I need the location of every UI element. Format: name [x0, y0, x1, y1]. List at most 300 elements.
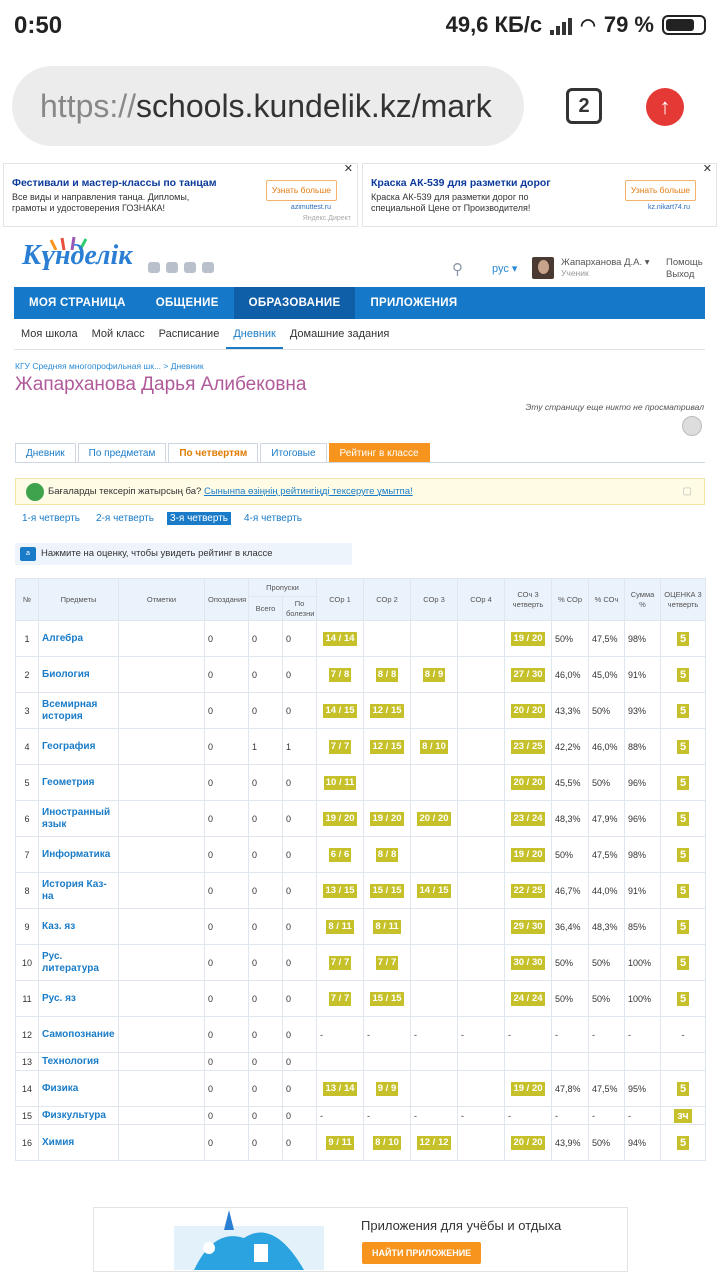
- mark-badge[interactable]: 15 / 15: [372, 992, 402, 1004]
- sor1-cell[interactable]: [317, 909, 364, 945]
- soch-cell[interactable]: [505, 1071, 552, 1107]
- psoch-cell: 44,0%: [589, 873, 625, 909]
- sor3-cell[interactable]: [411, 657, 458, 693]
- logo[interactable]: Күнделік: [22, 240, 133, 271]
- sor2-cell[interactable]: [364, 729, 411, 765]
- mark-badge[interactable]: 22 / 25: [513, 884, 543, 896]
- search-icon[interactable]: ⚲: [452, 261, 463, 278]
- soch-cell[interactable]: [505, 729, 552, 765]
- mark-badge[interactable]: 6 / 6: [330, 848, 350, 860]
- psoch-cell: 47,5%: [589, 837, 625, 873]
- sor1-cell[interactable]: [317, 765, 364, 801]
- final-grade-badge[interactable]: 5: [677, 992, 689, 1006]
- hint-bar: [15, 543, 352, 565]
- row-number: 12: [16, 1017, 39, 1053]
- absent-ill: 0: [283, 1107, 317, 1125]
- sor2-cell[interactable]: [364, 801, 411, 837]
- apps-ad-title: Приложения для учёбы и отдыха: [361, 1218, 562, 1233]
- table-row: [16, 801, 706, 837]
- subject-link[interactable]: Информатика: [39, 837, 119, 873]
- absent-ill: 0: [283, 1053, 317, 1071]
- close-icon[interactable]: ▢: [682, 486, 692, 497]
- final-grade-badge[interactable]: 5: [677, 668, 689, 682]
- subject-link[interactable]: Физика: [39, 1071, 119, 1107]
- subject-link[interactable]: Рус. литература: [39, 945, 119, 981]
- col-absent: Пропуски: [249, 579, 317, 597]
- col-sor1: СОр 1: [317, 579, 364, 621]
- ad-banner-1[interactable]: [3, 163, 358, 227]
- info-text: Бағаларды тексеріп жатырсың ба?: [48, 486, 202, 497]
- table-row: [16, 945, 706, 981]
- language-select[interactable]: рус ▾: [492, 263, 518, 275]
- absent-total: 0: [249, 693, 283, 729]
- marks-cell: [119, 873, 205, 909]
- find-app-button[interactable]: НАЙТИ ПРИЛОЖЕНИЕ: [362, 1242, 481, 1264]
- sor3-cell: -: [411, 1017, 458, 1053]
- late-count: 0: [205, 693, 249, 729]
- sor2-cell[interactable]: [364, 1071, 411, 1107]
- sor2-cell[interactable]: [364, 981, 411, 1017]
- psor-cell: 43,9%: [552, 1125, 589, 1161]
- soch-cell[interactable]: [505, 801, 552, 837]
- ad-banner-2[interactable]: [362, 163, 717, 227]
- col-sor3: СОр 3: [411, 579, 458, 621]
- psor-cell: 43,3%: [552, 693, 589, 729]
- sor3-cell[interactable]: [411, 801, 458, 837]
- subject-link[interactable]: Геометрия: [39, 765, 119, 801]
- absent-total: 0: [249, 837, 283, 873]
- final-grade-badge[interactable]: 5: [677, 704, 689, 718]
- ad-close-icon[interactable]: ✕: [343, 163, 353, 175]
- subject-link[interactable]: Иностранный язык: [39, 801, 119, 837]
- sor1-cell[interactable]: [317, 729, 364, 765]
- sor3-cell[interactable]: [411, 1125, 458, 1161]
- sor1-cell[interactable]: [317, 873, 364, 909]
- psor-cell: 47,8%: [552, 1071, 589, 1107]
- subject-link[interactable]: Химия: [39, 1125, 119, 1161]
- absent-total: 0: [249, 1017, 283, 1053]
- col-ill: По болезни: [283, 597, 317, 621]
- mark-badge[interactable]: 8 / 11: [375, 920, 399, 932]
- marks-cell: [119, 1107, 205, 1125]
- header-icons: [148, 262, 214, 273]
- mark-badge[interactable]: 19 / 20: [372, 812, 402, 824]
- sor3-cell[interactable]: [411, 873, 458, 909]
- mark-badge[interactable]: 7 / 8: [330, 668, 350, 680]
- grade-cell[interactable]: [661, 801, 706, 837]
- final-grade-badge[interactable]: 5: [677, 812, 689, 826]
- mark-badge[interactable]: 8 / 10: [375, 1136, 399, 1148]
- sor1-cell[interactable]: [317, 657, 364, 693]
- marks-cell: [119, 693, 205, 729]
- nav-communication[interactable]: ОБЩЕНИЕ: [155, 297, 219, 309]
- mark-badge[interactable]: 30 / 30: [513, 956, 543, 968]
- mark-badge[interactable]: 19 / 20: [325, 812, 355, 824]
- mark-badge[interactable]: 8 / 10: [422, 740, 446, 752]
- mark-badge[interactable]: 12 / 12: [419, 1136, 449, 1148]
- mark-badge[interactable]: 24 / 24: [513, 992, 543, 1004]
- sor1-cell[interactable]: [317, 693, 364, 729]
- mark-badge[interactable]: 14 / 15: [325, 704, 355, 716]
- chat-icon[interactable]: [148, 262, 160, 273]
- table-row: [16, 1017, 706, 1053]
- help-logout: [666, 257, 703, 281]
- tab-diary[interactable]: Дневник: [15, 443, 76, 462]
- late-count: 0: [205, 981, 249, 1017]
- apps-illustration-icon: [134, 1208, 354, 1273]
- mark-badge[interactable]: 23 / 25: [513, 740, 543, 752]
- signal-icon: [550, 15, 572, 35]
- subject-link[interactable]: Всемирная история: [39, 693, 119, 729]
- absent-ill: 0: [283, 837, 317, 873]
- grade-cell: -: [661, 1017, 706, 1053]
- avatar[interactable]: [532, 257, 554, 279]
- refresh-icon[interactable]: [202, 262, 214, 273]
- psor-cell: 50%: [552, 981, 589, 1017]
- late-count: 0: [205, 945, 249, 981]
- rating-badge-icon: a: [20, 547, 36, 561]
- subnav-my-school[interactable]: Моя школа: [21, 328, 78, 340]
- final-grade-badge[interactable]: зч: [674, 1109, 691, 1123]
- sor2-cell[interactable]: [364, 657, 411, 693]
- final-grade-badge[interactable]: 5: [677, 740, 689, 754]
- subnav-schedule[interactable]: Расписание: [158, 328, 220, 340]
- table-row: [16, 837, 706, 873]
- sor1-cell[interactable]: [317, 837, 364, 873]
- friends-icon[interactable]: [166, 262, 178, 273]
- sor2-cell[interactable]: [364, 837, 411, 873]
- final-grade-badge[interactable]: 5: [677, 884, 689, 898]
- sor2-cell[interactable]: [364, 873, 411, 909]
- mark-badge[interactable]: 19 / 20: [513, 632, 543, 644]
- marks-cell: [119, 837, 205, 873]
- subject-link[interactable]: Рус. яз: [39, 981, 119, 1017]
- grades-table: [15, 578, 706, 1161]
- psor-cell: 46,7%: [552, 873, 589, 909]
- soch-cell: [505, 1053, 552, 1071]
- user-name[interactable]: Жапарханова Д.А. ▾: [561, 257, 650, 268]
- sor3-cell: [411, 909, 458, 945]
- final-grade-badge[interactable]: 5: [677, 1136, 689, 1150]
- bell-icon[interactable]: [184, 262, 196, 273]
- subject-link[interactable]: Биология: [39, 657, 119, 693]
- sor2-cell: [364, 1053, 411, 1071]
- sor2-cell[interactable]: [364, 909, 411, 945]
- final-grade-badge[interactable]: 5: [677, 956, 689, 970]
- psoch-cell: -: [589, 1017, 625, 1053]
- quarter-3[interactable]: 3-я четверть: [167, 512, 231, 525]
- sor2-cell[interactable]: [364, 945, 411, 981]
- mark-badge[interactable]: 19 / 20: [513, 848, 543, 860]
- sor1-cell: [317, 1053, 364, 1071]
- psor-cell: 36,4%: [552, 909, 589, 945]
- row-number: 16: [16, 1125, 39, 1161]
- mark-badge[interactable]: 7 / 7: [330, 956, 350, 968]
- table-row: [16, 765, 706, 801]
- url-field[interactable]: [12, 66, 524, 146]
- rating-chart-icon: [26, 483, 44, 501]
- psor-cell: [552, 1053, 589, 1071]
- sor3-cell: -: [411, 1107, 458, 1125]
- sor1-cell[interactable]: [317, 1125, 364, 1161]
- grade-cell[interactable]: [661, 909, 706, 945]
- sor4-cell: [458, 657, 505, 693]
- sor1-cell[interactable]: [317, 801, 364, 837]
- sor4-cell: [458, 1125, 505, 1161]
- absent-ill: 0: [283, 945, 317, 981]
- table-row: [16, 909, 706, 945]
- quarter-2[interactable]: 2-я четверть: [96, 513, 154, 524]
- ad-host[interactable]: kz.nikart74.ru: [647, 204, 690, 211]
- mark-badge[interactable]: 23 / 24: [513, 812, 543, 824]
- info-link[interactable]: Сынынпа өзіңнің рейтингіңді тексеруге ұмытпа!: [203, 486, 413, 497]
- mark-badge[interactable]: 14 / 14: [325, 632, 355, 644]
- final-grade-badge[interactable]: 5: [677, 776, 689, 790]
- sor4-cell: [458, 765, 505, 801]
- soch-cell[interactable]: [505, 693, 552, 729]
- nav-my-page[interactable]: МОЯ СТРАНИЦА: [29, 297, 126, 309]
- mark-badge[interactable]: 12 / 15: [372, 740, 402, 752]
- sor3-cell: [411, 693, 458, 729]
- sor3-cell: [411, 981, 458, 1017]
- user-menu[interactable]: [561, 257, 650, 279]
- subnav-my-class[interactable]: Мой класс: [91, 328, 145, 340]
- soch-cell[interactable]: [505, 1125, 552, 1161]
- subject-link[interactable]: Алгебра: [39, 621, 119, 657]
- mark-badge[interactable]: 13 / 15: [325, 884, 355, 896]
- subnav-diary[interactable]: Дневник: [226, 320, 283, 349]
- soch-cell: -: [505, 1107, 552, 1125]
- table-row: [16, 621, 706, 657]
- sor1-cell[interactable]: [317, 945, 364, 981]
- logout-link[interactable]: Выход: [666, 269, 695, 280]
- col-soch: СОч 3 четверть: [505, 579, 552, 621]
- final-grade-badge[interactable]: 5: [677, 632, 689, 646]
- ad-learn-more-button[interactable]: Узнать больше: [266, 180, 337, 201]
- soch-cell[interactable]: [505, 657, 552, 693]
- grade-cell: [661, 1053, 706, 1071]
- sor4-cell: [458, 1053, 505, 1071]
- nav-apps[interactable]: ПРИЛОЖЕНИЯ: [370, 297, 458, 309]
- table-row: [16, 1053, 706, 1071]
- sor2-cell[interactable]: [364, 693, 411, 729]
- mark-badge[interactable]: 27 / 30: [513, 668, 543, 680]
- absent-total: 0: [249, 1125, 283, 1161]
- psor-cell: 45,5%: [552, 765, 589, 801]
- marks-cell: [119, 981, 205, 1017]
- tab-by-quarter[interactable]: По четвертям: [168, 443, 258, 462]
- grade-cell[interactable]: [661, 1107, 706, 1125]
- tab-by-subject[interactable]: По предметам: [78, 443, 167, 462]
- mark-badge[interactable]: 7 / 7: [330, 992, 350, 1004]
- table-row: [16, 657, 706, 693]
- ad-description: Все виды и направления танца. Дипломы, грамоты и удостоверения ГОЗНАКА!: [12, 192, 190, 213]
- ad-host[interactable]: azimuttest.ru: [290, 204, 331, 211]
- soch-cell[interactable]: [505, 873, 552, 909]
- marks-cell: [119, 1017, 205, 1053]
- mark-badge[interactable]: 20 / 20: [513, 1136, 543, 1148]
- sor2-cell[interactable]: [364, 1125, 411, 1161]
- mark-badge[interactable]: 7 / 7: [377, 956, 397, 968]
- quarter-4[interactable]: 4-я четверть: [244, 513, 302, 524]
- table-row: [16, 1125, 706, 1161]
- ad-title[interactable]: Краска АК-539 для разметки дорог: [371, 177, 551, 189]
- grade-cell[interactable]: [661, 873, 706, 909]
- late-count: 0: [205, 801, 249, 837]
- absent-total: 0: [249, 981, 283, 1017]
- absent-ill: 0: [283, 693, 317, 729]
- mark-badge[interactable]: 8 / 9: [424, 668, 444, 680]
- subnav-homework[interactable]: Домашние задания: [289, 328, 390, 340]
- mark-badge[interactable]: 15 / 15: [372, 884, 402, 896]
- subject-link[interactable]: Самопознание: [39, 1017, 119, 1053]
- subject-link[interactable]: Физкультура: [39, 1107, 119, 1125]
- psor-cell: 50%: [552, 945, 589, 981]
- row-number: 8: [16, 873, 39, 909]
- row-number: 9: [16, 909, 39, 945]
- mark-badge[interactable]: 19 / 20: [513, 1082, 543, 1094]
- table-row: [16, 1107, 706, 1125]
- mark-badge[interactable]: 20 / 20: [513, 776, 543, 788]
- absent-total: 1: [249, 729, 283, 765]
- col-total: Всего: [249, 597, 283, 621]
- sor3-cell[interactable]: [411, 729, 458, 765]
- sor4-cell: [458, 909, 505, 945]
- marks-cell: [119, 909, 205, 945]
- final-grade-badge[interactable]: 5: [677, 920, 689, 934]
- mark-badge[interactable]: 10 / 11: [325, 776, 355, 788]
- grade-cell[interactable]: [661, 657, 706, 693]
- sor1-cell[interactable]: [317, 1071, 364, 1107]
- grade-cell[interactable]: [661, 693, 706, 729]
- help-link[interactable]: Помощь: [666, 257, 703, 268]
- sum-cell: 96%: [625, 801, 661, 837]
- grade-cell[interactable]: [661, 621, 706, 657]
- sor3-cell: [411, 1053, 458, 1071]
- row-number: 14: [16, 1071, 39, 1107]
- view-tabs: [15, 443, 432, 462]
- mark-badge[interactable]: 9 / 11: [328, 1136, 352, 1148]
- breadcrumb[interactable]: КГУ Средняя многопрофильная шк... > Дневник: [15, 361, 204, 371]
- upload-arrow-icon[interactable]: ↑: [646, 88, 684, 126]
- grade-cell[interactable]: [661, 729, 706, 765]
- col-subject: Предметы: [39, 579, 119, 621]
- absent-total: 0: [249, 621, 283, 657]
- sum-cell: 98%: [625, 837, 661, 873]
- sor4-cell: [458, 981, 505, 1017]
- mark-badge[interactable]: 9 / 9: [377, 1082, 397, 1094]
- late-count: 0: [205, 729, 249, 765]
- grade-cell[interactable]: [661, 1125, 706, 1161]
- tab-final[interactable]: Итоговые: [260, 443, 326, 462]
- psoch-cell: 50%: [589, 981, 625, 1017]
- mark-badge[interactable]: 12 / 15: [372, 704, 402, 716]
- mark-badge[interactable]: 7 / 7: [330, 740, 350, 752]
- ad-description: Краска АК-539 для разметки дорог по специальной Цене от Производителя!: [371, 192, 531, 213]
- psoch-cell: [589, 1053, 625, 1071]
- soch-cell[interactable]: [505, 945, 552, 981]
- tab-class-rating[interactable]: Рейтинг в классе: [329, 443, 430, 462]
- grade-cell[interactable]: [661, 765, 706, 801]
- sor1-cell[interactable]: [317, 621, 364, 657]
- mark-badge[interactable]: 8 / 8: [377, 668, 397, 680]
- subject-link[interactable]: Технология: [39, 1053, 119, 1071]
- marks-cell: [119, 621, 205, 657]
- ad-close-icon[interactable]: ✕: [702, 163, 712, 175]
- quarter-1[interactable]: 1-я четверть: [22, 513, 80, 524]
- quarter-selector: [19, 512, 305, 525]
- col-sor4: СОр 4: [458, 579, 505, 621]
- sor2-cell: [364, 621, 411, 657]
- row-number: 1: [16, 621, 39, 657]
- sum-cell: 100%: [625, 945, 661, 981]
- absent-total: 0: [249, 909, 283, 945]
- grade-cell[interactable]: [661, 981, 706, 1017]
- mark-badge[interactable]: 29 / 30: [513, 920, 543, 932]
- col-grade: ОЦЕНКА 3 четверть: [661, 579, 706, 621]
- sor4-cell: [458, 873, 505, 909]
- sor1-cell[interactable]: [317, 981, 364, 1017]
- final-grade-badge[interactable]: 5: [677, 848, 689, 862]
- subject-link[interactable]: История Каз-на: [39, 873, 119, 909]
- absent-total: 0: [249, 801, 283, 837]
- soch-cell[interactable]: [505, 909, 552, 945]
- marks-cell: [119, 1071, 205, 1107]
- psor-cell: 50%: [552, 621, 589, 657]
- sor3-cell: [411, 621, 458, 657]
- col-psoch: % СОч: [589, 579, 625, 621]
- soch-cell[interactable]: [505, 621, 552, 657]
- soch-cell[interactable]: [505, 837, 552, 873]
- soch-cell[interactable]: [505, 981, 552, 1017]
- absent-ill: 0: [283, 1071, 317, 1107]
- absent-ill: 0: [283, 1017, 317, 1053]
- final-grade-badge[interactable]: 5: [677, 1082, 689, 1096]
- mark-badge[interactable]: 20 / 20: [419, 812, 449, 824]
- late-count: 0: [205, 1125, 249, 1161]
- status-time: 0:50: [14, 12, 63, 39]
- nav-education[interactable]: ОБРАЗОВАНИЕ: [234, 287, 356, 319]
- grade-cell[interactable]: [661, 837, 706, 873]
- apps-ad-banner[interactable]: [93, 1207, 628, 1272]
- status-right: [446, 12, 706, 38]
- soch-cell[interactable]: [505, 765, 552, 801]
- grade-cell[interactable]: [661, 945, 706, 981]
- psoch-cell: 50%: [589, 945, 625, 981]
- mark-badge[interactable]: 14 / 15: [419, 884, 449, 896]
- mark-badge[interactable]: 8 / 11: [328, 920, 352, 932]
- mark-badge[interactable]: 13 / 14: [325, 1082, 355, 1094]
- psor-cell: 42,2%: [552, 729, 589, 765]
- absent-total: 0: [249, 945, 283, 981]
- sum-cell: -: [625, 1017, 661, 1053]
- ad-learn-more-button[interactable]: Узнать больше: [625, 180, 696, 201]
- sum-cell: 98%: [625, 621, 661, 657]
- sor2-cell: -: [364, 1107, 411, 1125]
- row-number: 3: [16, 693, 39, 729]
- sum-cell: 93%: [625, 693, 661, 729]
- grade-cell[interactable]: [661, 1071, 706, 1107]
- sum-cell: 95%: [625, 1071, 661, 1107]
- sor2-cell: [364, 765, 411, 801]
- tab-switcher-button[interactable]: 2: [566, 88, 602, 124]
- status-bar: [0, 0, 720, 52]
- subject-link[interactable]: Каз. яз: [39, 909, 119, 945]
- mark-badge[interactable]: 20 / 20: [513, 704, 543, 716]
- subject-link[interactable]: География: [39, 729, 119, 765]
- ad-title[interactable]: Фестивали и мастер-классы по танцам: [12, 177, 217, 189]
- mark-badge[interactable]: 8 / 8: [377, 848, 397, 860]
